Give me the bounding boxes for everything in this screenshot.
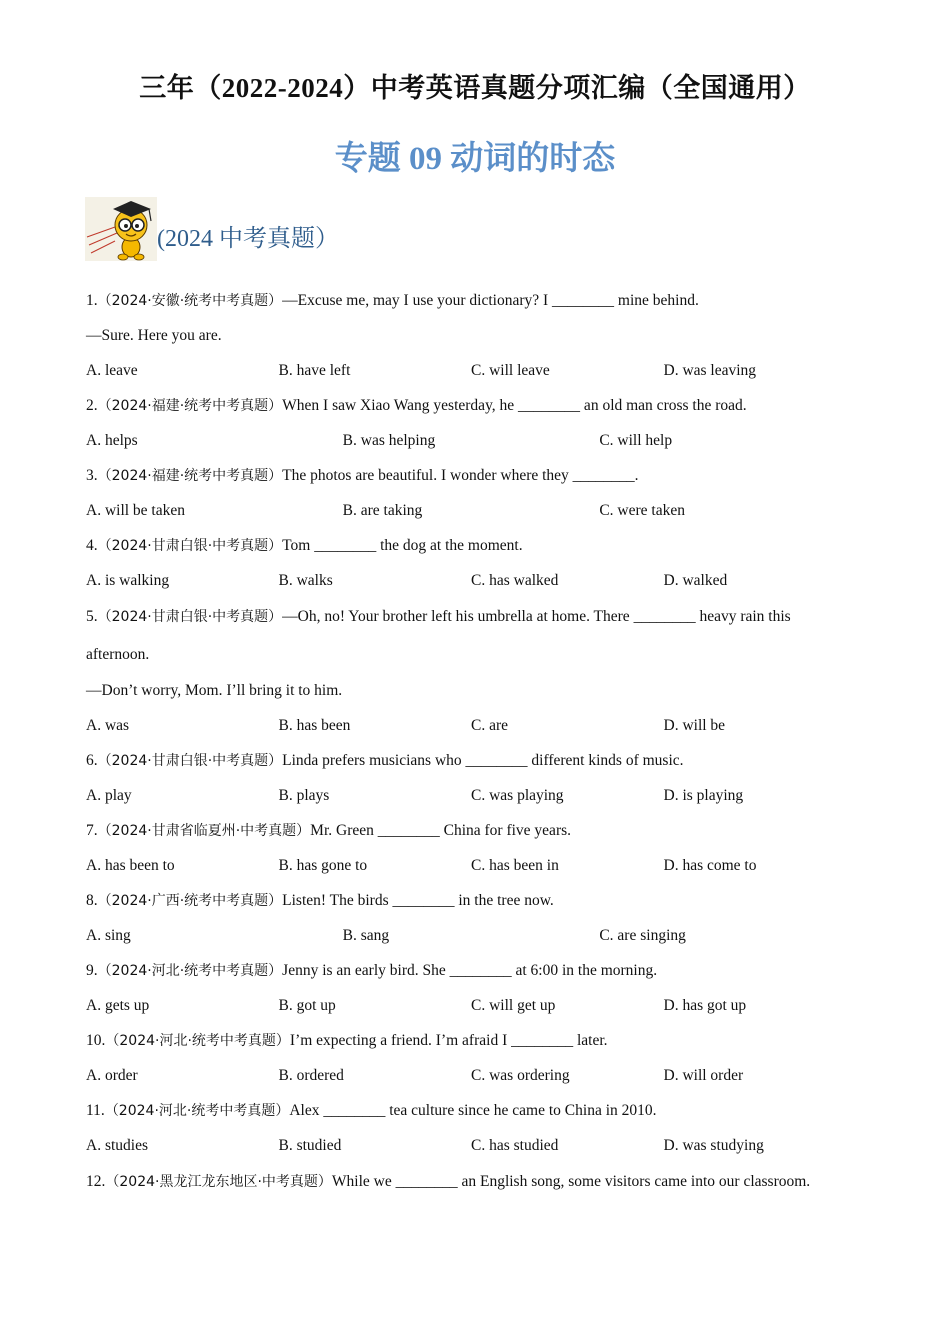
question-stem xyxy=(86,1093,856,1128)
question-number: 1. xyxy=(86,292,98,309)
question-source: （2024·福建·统考中考真题） xyxy=(97,468,283,484)
question-number: 7. xyxy=(86,822,98,839)
answer-option: D. will be xyxy=(663,717,726,734)
section-header xyxy=(85,197,339,261)
question-source: （2024·黑龙江龙东地区·中考真题） xyxy=(105,1174,332,1190)
question-number: 5. xyxy=(86,608,98,625)
option-row xyxy=(86,918,856,953)
option-row xyxy=(86,423,856,458)
question-text: Linda prefers musicians who ________ different kinds of music. xyxy=(282,752,684,769)
scholar-mascot-icon xyxy=(85,197,157,261)
answer-option: A. order xyxy=(86,1067,138,1084)
question-source: （2024·甘肃白银·中考真题） xyxy=(97,609,283,625)
answer-option: D. is playing xyxy=(663,787,744,804)
option-row xyxy=(86,1058,856,1093)
answer-option: B. sang xyxy=(342,927,390,944)
question-text: Tom ________ the dog at the moment. xyxy=(282,537,523,554)
answer-option: A. play xyxy=(86,787,132,804)
document-title: 三年（2022-2024）中考英语真题分项汇编（全国通用） xyxy=(139,73,811,103)
answer-option: B. are taking xyxy=(342,502,423,519)
answer-option: B. has been xyxy=(278,717,351,734)
question-source: （2024·甘肃省临夏州·中考真题） xyxy=(97,823,311,839)
question-text: —Excuse me, may I use your dictionary? I ________ mine behind. xyxy=(282,292,699,309)
question-stem xyxy=(86,1023,856,1058)
question-text: Mr. Green ________ China for five years. xyxy=(310,822,572,839)
answer-option: A. will be taken xyxy=(86,502,186,519)
question-number: 12. xyxy=(86,1173,106,1190)
answer-option: A. was xyxy=(86,717,130,734)
option-row xyxy=(86,1128,856,1163)
option-row xyxy=(86,778,856,813)
question-text: The photos are beautiful. I wonder where they ________. xyxy=(282,467,639,484)
answer-option: D. was leaving xyxy=(663,362,757,379)
question-source: （2024·福建·统考中考真题） xyxy=(97,398,283,414)
question-stem xyxy=(86,283,856,318)
answer-option: A. sing xyxy=(86,927,131,944)
question-stem xyxy=(86,743,856,778)
answer-option: D. has come to xyxy=(663,857,757,874)
question-text: —Oh, no! Your brother left his umbrella at home. There ________ heavy rain this afternoon. xyxy=(86,608,791,663)
question-text: Listen! The birds ________ in the tree now. xyxy=(282,892,554,909)
question-number: 10. xyxy=(86,1032,106,1049)
answer-option: C. was ordering xyxy=(471,1067,570,1084)
question-list xyxy=(86,283,856,1201)
question-source: （2024·安徽·统考中考真题） xyxy=(97,293,283,309)
section-label: (2024 中考真题） xyxy=(157,225,339,252)
answer-option: D. walked xyxy=(663,572,728,589)
answer-option: B. has gone to xyxy=(278,857,368,874)
answer-option: B. got up xyxy=(278,997,336,1014)
question-number: 3. xyxy=(86,467,98,484)
answer-option: C. was playing xyxy=(471,787,564,804)
option-row xyxy=(86,493,856,528)
answer-option: D. will order xyxy=(663,1067,744,1084)
answer-option: B. ordered xyxy=(278,1067,344,1084)
question-source: （2024·河北·统考中考真题） xyxy=(104,1103,290,1119)
question-source: （2024·甘肃白银·中考真题） xyxy=(97,753,283,769)
question-stem xyxy=(86,458,856,493)
question-source: （2024·河北·统考中考真题） xyxy=(105,1033,290,1049)
question-text: While we ________ an English song, some visitors came into our classroom. xyxy=(331,1173,811,1190)
answer-option: C. has been in xyxy=(471,857,559,874)
answer-option: D. has got up xyxy=(663,997,747,1014)
question-text: I’m expecting a friend. I’m afraid I ________ later. xyxy=(289,1032,608,1049)
option-row xyxy=(86,353,856,388)
answer-option: C. are xyxy=(471,717,509,734)
answer-option: A. studies xyxy=(86,1137,148,1154)
answer-option: A. gets up xyxy=(86,997,150,1014)
question-source: （2024·广西·统考中考真题） xyxy=(97,893,283,909)
question-number: 2. xyxy=(86,397,98,414)
option-row xyxy=(86,563,856,598)
answer-option: C. were taken xyxy=(599,502,685,519)
question-stem xyxy=(86,813,856,848)
question-stem xyxy=(86,528,856,563)
question-source: （2024·河北·统考中考真题） xyxy=(97,963,283,979)
topic-title: 专题 09 动词的时态 xyxy=(334,141,616,177)
question-text: When I saw Xiao Wang yesterday, he ________ an old man cross the road. xyxy=(282,397,747,414)
answer-option: C. are singing xyxy=(599,927,686,944)
option-row xyxy=(86,708,856,743)
dialogue-line: —Don’t worry, Mom. I’ll bring it to him. xyxy=(86,682,343,699)
option-row xyxy=(86,988,856,1023)
answer-option: B. have left xyxy=(278,362,351,379)
question-stem xyxy=(86,388,856,423)
question-source: （2024·甘肃白银·中考真题） xyxy=(97,538,283,554)
answer-option: A. helps xyxy=(86,432,138,449)
question-stem xyxy=(86,883,856,918)
answer-option: A. leave xyxy=(86,362,138,379)
answer-option: B. studied xyxy=(278,1137,342,1154)
question-stem xyxy=(86,1163,856,1201)
question-number: 9. xyxy=(86,962,98,979)
answer-option: C. will leave xyxy=(471,362,550,379)
dialogue-line: —Sure. Here you are. xyxy=(86,327,222,344)
question-text: Jenny is an early bird. She ________ at 6:00 in the morning. xyxy=(282,962,658,979)
answer-option: D. was studying xyxy=(663,1137,764,1154)
option-row xyxy=(86,848,856,883)
question-number: 11. xyxy=(86,1102,105,1119)
answer-option: C. has walked xyxy=(471,572,559,589)
answer-option: B. was helping xyxy=(342,432,436,449)
answer-option: A. is walking xyxy=(86,572,170,589)
answer-option: B. plays xyxy=(278,787,330,804)
answer-option: B. walks xyxy=(278,572,333,589)
question-number: 6. xyxy=(86,752,98,769)
question-text: Alex ________ tea culture since he came to China in 2010. xyxy=(289,1102,657,1119)
answer-option: A. has been to xyxy=(86,857,175,874)
answer-option: C. will get up xyxy=(471,997,556,1014)
question-number: 8. xyxy=(86,892,98,909)
answer-option: C. will help xyxy=(599,432,673,449)
question-number: 4. xyxy=(86,537,98,554)
question-stem xyxy=(86,953,856,988)
answer-option: C. has studied xyxy=(471,1137,559,1154)
question-stem xyxy=(86,598,856,673)
